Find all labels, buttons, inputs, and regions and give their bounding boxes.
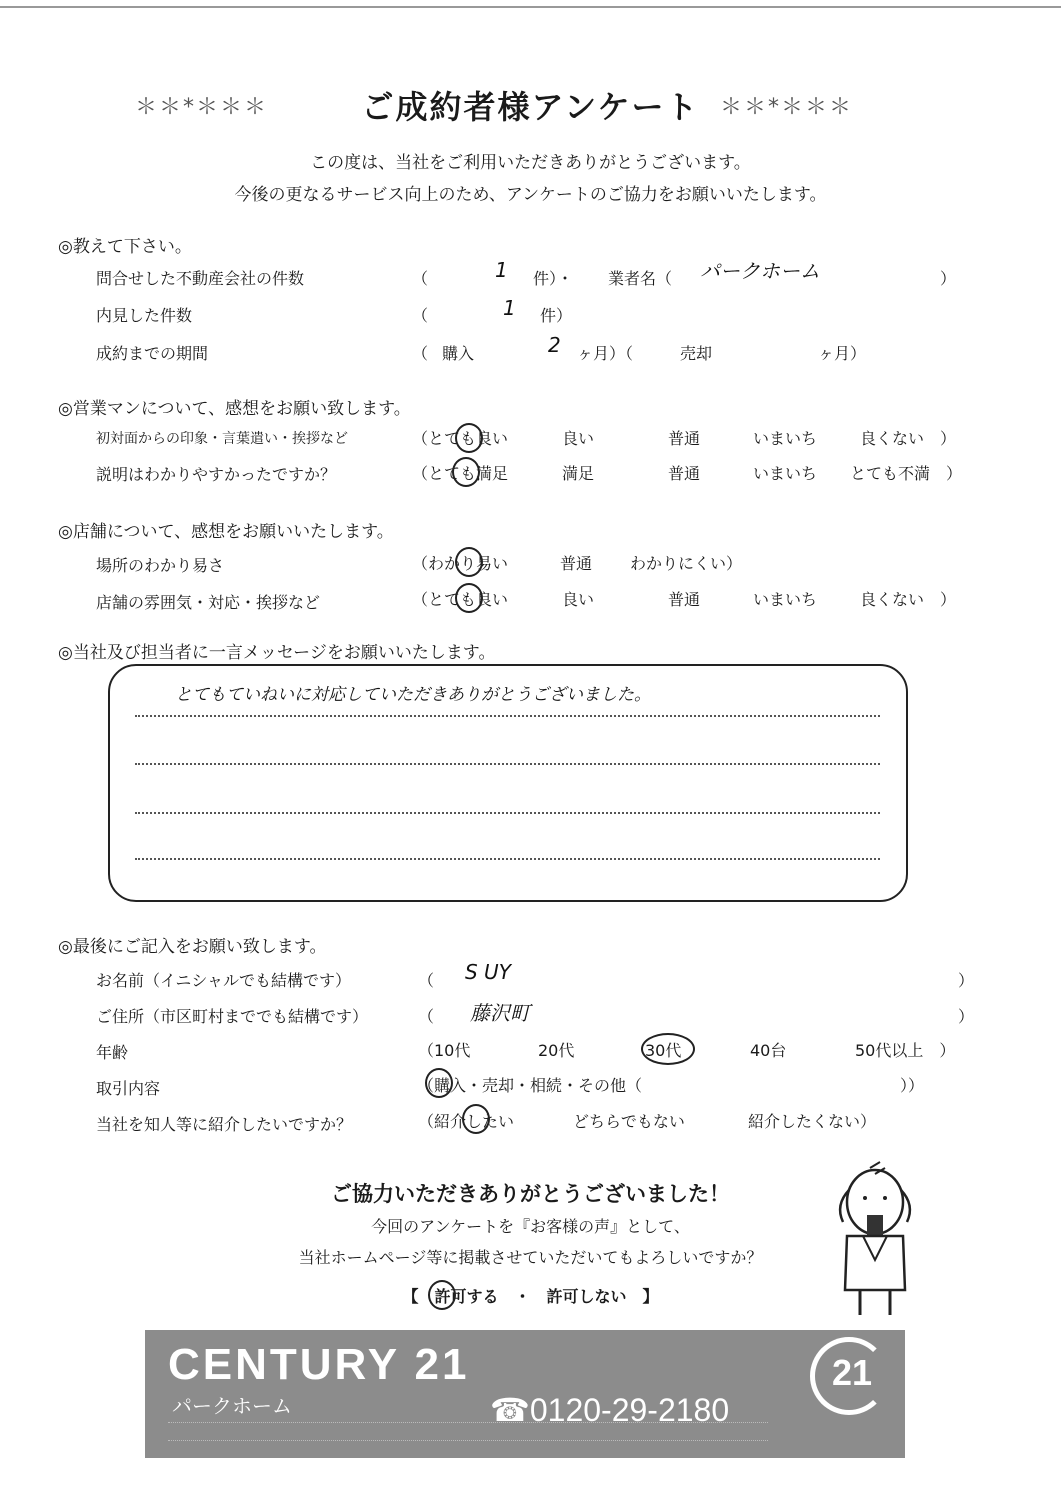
unit-months: ヶ月） [818,344,867,363]
paren-close: ） [958,1007,975,1026]
transaction-options[interactable]: （購入・売却・相続・その他（ [418,1076,643,1095]
label-address: ご住所（市区町村まででも結構です） [96,1007,369,1026]
selection-circle-mark [455,423,483,453]
intro-line-1: この度は、当社をご利用いただきありがとうございます。 [310,153,751,173]
unit-ken: 件） [540,306,573,325]
option[interactable]: いまいち [753,590,818,609]
option[interactable]: 40台 [750,1041,787,1060]
section-heading-sales-rep: ◎営業マンについて、感想をお願い致します。 [58,399,411,419]
option[interactable]: いまいち [753,429,818,448]
dotted-line [135,858,880,860]
title-stars-right: ＊＊*＊＊＊ [720,95,854,120]
label-first-impression: 初対面からの印象・言葉遣い・挨拶など [96,431,348,447]
viewing-count-value[interactable]: 1 [503,296,516,320]
name-value[interactable]: S UY [465,960,511,984]
option[interactable]: 良くない ） [860,429,957,448]
option[interactable]: 満足 [562,464,595,483]
shop-name: パークホーム [172,1394,292,1418]
label-store-atmosphere: 店舗の雰囲気・対応・挨拶など [96,593,321,612]
selection-circle-mark [641,1033,695,1065]
section-heading-store: ◎店舗について、感想をお願いいたします。 [58,522,394,542]
paren-open: （ [418,1007,435,1026]
option[interactable]: どちらでもない [573,1112,685,1131]
selection-circle-mark [455,583,483,613]
selection-circle-mark [428,1280,456,1310]
option[interactable]: （わかり易い [412,554,509,573]
permit-options[interactable]: 【 許可する ・ 許可しない 】 [402,1287,659,1306]
label-explanation: 説明はわかりやすかったですか？ [96,465,337,484]
dotted-line [135,812,880,814]
label-inquiry-count: 問合せした不動産会社の件数 [96,269,305,288]
label-name: お名前（イニシャルでも結構です） [96,971,352,990]
option[interactable]: 普通 [560,554,593,573]
section-heading-message: ◎当社及び担当者に一言メッセージをお願いいたします。 [58,643,496,663]
label-company-name: 業者名（ [608,269,673,288]
fine-print-line [168,1422,768,1431]
paren-close: ） [958,971,975,990]
option[interactable]: （紹介したい [418,1112,515,1131]
paren-close: ）） [900,1076,925,1095]
dog-mascot-icon [825,1160,925,1320]
option[interactable]: とても不満 ） [850,464,963,483]
thanks-heading: ご協力いただきありがとうございました！ [331,1182,730,1206]
option[interactable]: （10代 [418,1041,471,1060]
inquiry-count-value[interactable]: 1 [495,258,508,282]
paren-open: （ [412,269,429,288]
option[interactable]: 50代以上 ） [855,1041,956,1060]
selection-circle-mark [455,547,483,577]
section-heading-final: ◎最後にご記入をお願い致します。 [58,937,327,957]
publish-question-line-2: 当社ホームページ等に掲載させていただいてもよろしいですか？ [298,1248,763,1267]
option[interactable]: 良くない ） [860,590,957,609]
label-referral: 当社を知人等に紹介したいですか？ [96,1115,353,1134]
label-period: 成約までの期間 [96,344,209,363]
emblem-number: 21 [832,1352,873,1393]
unit-ken: 件）・ [533,269,574,288]
dotted-line [135,715,880,717]
unit-months: ヶ月）（ [577,344,634,363]
option[interactable]: 20代 [538,1041,575,1060]
option[interactable]: 良い [562,429,595,448]
label-transaction: 取引内容 [96,1079,161,1098]
label-sale: 売却 [680,344,713,363]
option[interactable]: 紹介したくない） [748,1112,877,1131]
intro-line-2: 今後の更なるサービス向上のため、アンケートのご協力をお願いいたします。 [234,185,827,205]
selection-circle-mark [452,457,480,487]
publish-question-line-1: 今回のアンケートを『お客様の声』として、 [371,1217,690,1236]
selection-circle-mark [462,1104,490,1134]
option[interactable]: 良い [562,590,595,609]
dotted-line [135,763,880,765]
label-location-ease: 場所のわかり易さ [96,556,225,575]
paren-close: ） [940,269,957,288]
option[interactable]: 普通 [668,590,701,609]
label-purchase: 購入 [442,344,475,363]
option[interactable]: いまいち [753,464,818,483]
section-heading-basics: ◎教えて下さい。 [58,237,192,257]
paren-open: （ [412,306,429,325]
option[interactable]: （とても満足 [412,464,509,483]
option[interactable]: 30代 [645,1041,682,1060]
purchase-months-value[interactable]: 2 [548,333,561,357]
top-edge-line [0,6,1061,8]
fine-print-line [168,1440,768,1449]
option[interactable]: （とても良い [412,429,509,448]
company-name-value[interactable]: パークホーム [700,259,820,283]
option[interactable]: 普通 [668,429,701,448]
label-viewing-count: 内見した件数 [96,306,193,325]
address-value[interactable]: 藤沢町 [470,1001,530,1025]
phone-number[interactable]: ☎0120-29-2180 [490,1392,730,1428]
page-title: ご成約者様アンケート [361,88,700,126]
paren-open: （ [412,344,429,363]
paren-open: （ [418,971,435,990]
label-age: 年齢 [96,1043,129,1062]
option[interactable]: 普通 [668,464,701,483]
option[interactable]: （とても良い [412,590,509,609]
brand-logo: CENTURY 21 [168,1340,470,1389]
message-text[interactable]: とてもていねいに対応していただきありがとうございました。 [175,685,651,705]
title-stars-left: ＊＊*＊＊＊ [135,95,269,120]
selection-circle-mark [425,1068,453,1098]
option[interactable]: わかりにくい） [630,554,743,573]
